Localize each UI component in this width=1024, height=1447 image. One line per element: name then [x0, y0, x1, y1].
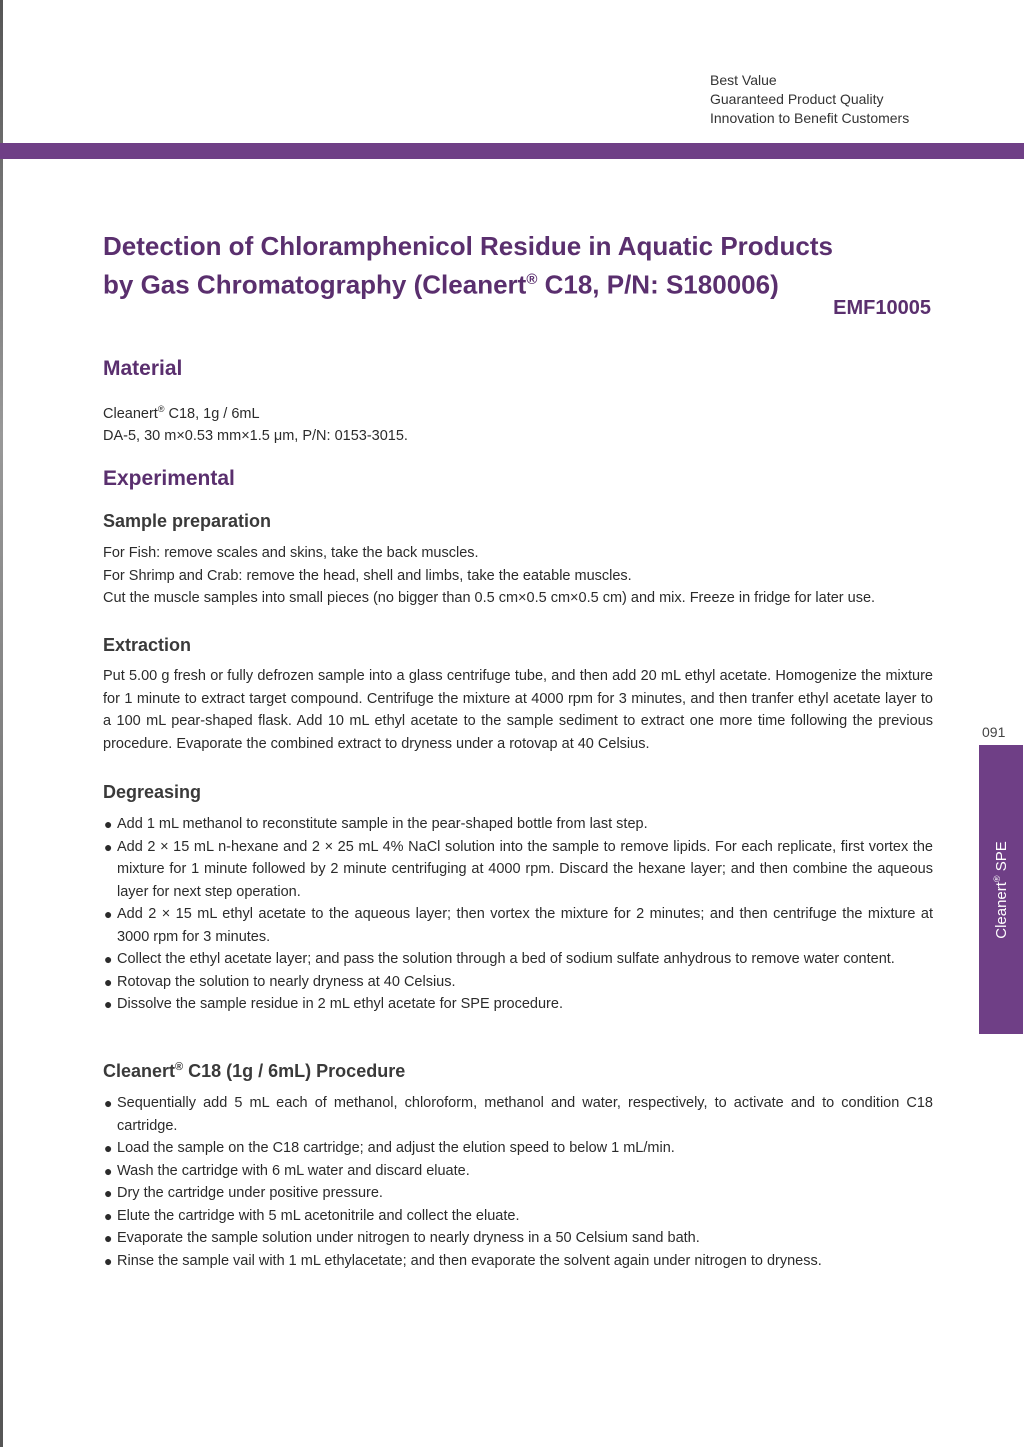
- title-line-2-post: C18, P/N: S180006): [537, 269, 779, 300]
- bullet-icon: ●: [104, 1230, 113, 1246]
- title-line-1: Detection of Chloramphenicol Residue in Aquatic Products: [103, 231, 834, 261]
- document-id: EMF10005: [833, 297, 931, 319]
- list-item: [103, 813, 933, 836]
- list-item: [103, 1227, 933, 1250]
- degreasing-list: [103, 813, 933, 1016]
- list-item: [103, 1205, 933, 1228]
- sample-prep-heading: Sample preparation: [103, 511, 272, 531]
- list-item: [103, 1250, 933, 1273]
- registered-mark: ®: [175, 1061, 184, 1073]
- material-line-1: [103, 398, 933, 425]
- list-item-text: Dry the cartridge under positive pressure.: [117, 1185, 383, 1201]
- list-item: [103, 948, 933, 971]
- sample-prep-line: For Shrimp and Crab: remove the head, shell and limbs, take the eatable muscles.: [103, 567, 632, 584]
- list-item-text: Load the sample on the C18 cartridge; and adjust the elution speed to below 1 mL/min.: [117, 1140, 675, 1156]
- list-item-text: Elute the cartridge with 5 mL acetonitrile and collect the eluate.: [117, 1207, 520, 1224]
- tagline-1: Best Value: [710, 72, 777, 88]
- page-title: [103, 229, 833, 302]
- registered-mark: ®: [157, 404, 165, 414]
- procedure-heading-pre: Cleanert: [103, 1061, 176, 1081]
- sample-prep-text: [103, 542, 933, 610]
- sample-prep-line: Cut the muscle samples into small pieces (no bigger than 0.5 cm×0.5 cm×0.5 cm) and mix. Freeze in fridge for later use.: [103, 590, 876, 606]
- list-item-text: Sequentially add 5 mL each of methanol, chloroform, methanol and water, respectively, to activate and to condition C18 cartridge.: [117, 1095, 933, 1134]
- degreasing-heading: Degreasing: [103, 782, 202, 802]
- side-tab-label-pre: Cleanert: [993, 881, 1010, 939]
- list-item: [103, 993, 933, 1016]
- material-heading: Material: [103, 357, 183, 380]
- list-item: [103, 1182, 933, 1205]
- procedure-heading-post: C18 (1g / 6mL) Procedure: [183, 1061, 406, 1081]
- bullet-icon: ●: [104, 996, 113, 1012]
- bullet-icon: ●: [104, 1140, 113, 1156]
- list-item-text: Add 2 × 15 mL n-hexane and 2 × 25 mL 4% NaCl solution into the sample to remove lipids. For each replicate, first vortex the mixture for 1 minute followed by 2 minute centrifuging at 4000 rpm. Discard the hexane layer; and then combine the aqueous layer for next step operation.: [117, 838, 933, 900]
- bullet-icon: ●: [104, 973, 113, 990]
- list-item: [103, 836, 933, 904]
- material-line-2: DA-5, 30 m×0.53 mm×1.5 μm, P/N: 0153-3015.: [103, 428, 408, 445]
- side-tab-label: [992, 841, 1010, 939]
- bullet-icon: ●: [104, 1252, 113, 1269]
- bullet-icon: ●: [104, 1162, 113, 1179]
- list-item: [103, 971, 933, 994]
- title-line-2-pre: by Gas Chromatography (Cleanert: [103, 269, 527, 300]
- list-item-text: Rinse the sample vail with 1 mL ethylacetate; and then evaporate the solvent again under nitrogen to dryness.: [117, 1252, 822, 1269]
- procedure-list: [103, 1092, 933, 1272]
- bullet-icon: ●: [104, 1185, 113, 1201]
- list-item: [103, 1160, 933, 1183]
- sample-prep-line: For Fish: remove scales and skins, take the back muscles.: [103, 545, 479, 561]
- list-item: [103, 1137, 933, 1160]
- list-item-text: Collect the ethyl acetate layer; and pass the solution through a bed of sodium sulfate anhydrous to remove water content.: [117, 951, 895, 967]
- bullet-icon: ●: [104, 906, 113, 922]
- bullet-icon: ●: [104, 1207, 113, 1224]
- material-text: [103, 398, 933, 448]
- procedure-heading: [103, 1061, 405, 1082]
- page-number: 091: [982, 724, 1006, 740]
- bullet-icon: ●: [104, 1095, 113, 1111]
- list-item-text: Dissolve the sample residue in 2 mL ethyl acetate for SPE procedure.: [117, 996, 563, 1012]
- material-line-1-pre: Cleanert: [103, 405, 158, 422]
- registered-mark: ®: [526, 271, 538, 288]
- bullet-icon: ●: [104, 951, 113, 967]
- section-side-tab: [979, 745, 1023, 1034]
- material-line-1-post: C18, 1g / 6mL: [164, 405, 260, 422]
- list-item-text: Rotovap the solution to nearly dryness at 40 Celsius.: [117, 973, 456, 990]
- page-edge-shadow: [0, 0, 3, 1447]
- bullet-icon: ●: [104, 838, 113, 855]
- tagline-3: Innovation to Benefit Customers: [710, 110, 910, 126]
- list-item-text: Add 1 mL methanol to reconstitute sample in the pear-shaped bottle from last step.: [117, 816, 648, 832]
- list-item-text: Add 2 × 15 mL ethyl acetate to the aqueous layer; then vortex the mixture for 2 minutes; and then centrifuge the mixture at 3000 rpm for 3 minutes.: [117, 906, 933, 945]
- side-tab-label-post: SPE: [993, 840, 1010, 875]
- list-item: [103, 903, 933, 948]
- tagline-2: Guaranteed Product Quality: [710, 91, 884, 107]
- extraction-text: Put 5.00 g fresh or fully defrozen sample into a glass centrifuge tube, and then add 20 mL ethyl acetate. Homogenize the mixture for 1 minute to extract target compound. Centrifuge the mixture at 4000 rpm for 3 minutes, and then tranfer ethyl acetate layer to a 100 mL pear-shaped flask. Add 10 mL ethyl acetate to the sample sediment to extract one more time following the previous procedure. Evaporate the combined extract to dryness under a rotovap at 40 Celsius.: [103, 668, 933, 752]
- header-purple-bar: [0, 143, 1024, 159]
- title-line-2: [103, 263, 833, 302]
- extraction-heading: Extraction: [103, 635, 192, 655]
- header-taglines: [710, 71, 909, 128]
- list-item-text: Evaporate the sample solution under nitrogen to nearly dryness in a 50 Celsium sand bath.: [117, 1230, 700, 1246]
- bullet-icon: ●: [104, 816, 113, 832]
- list-item-text: Wash the cartridge with 6 mL water and discard eluate.: [117, 1162, 470, 1179]
- list-item: [103, 1092, 933, 1137]
- experimental-heading: Experimental: [103, 467, 235, 490]
- registered-mark: ®: [992, 874, 1002, 882]
